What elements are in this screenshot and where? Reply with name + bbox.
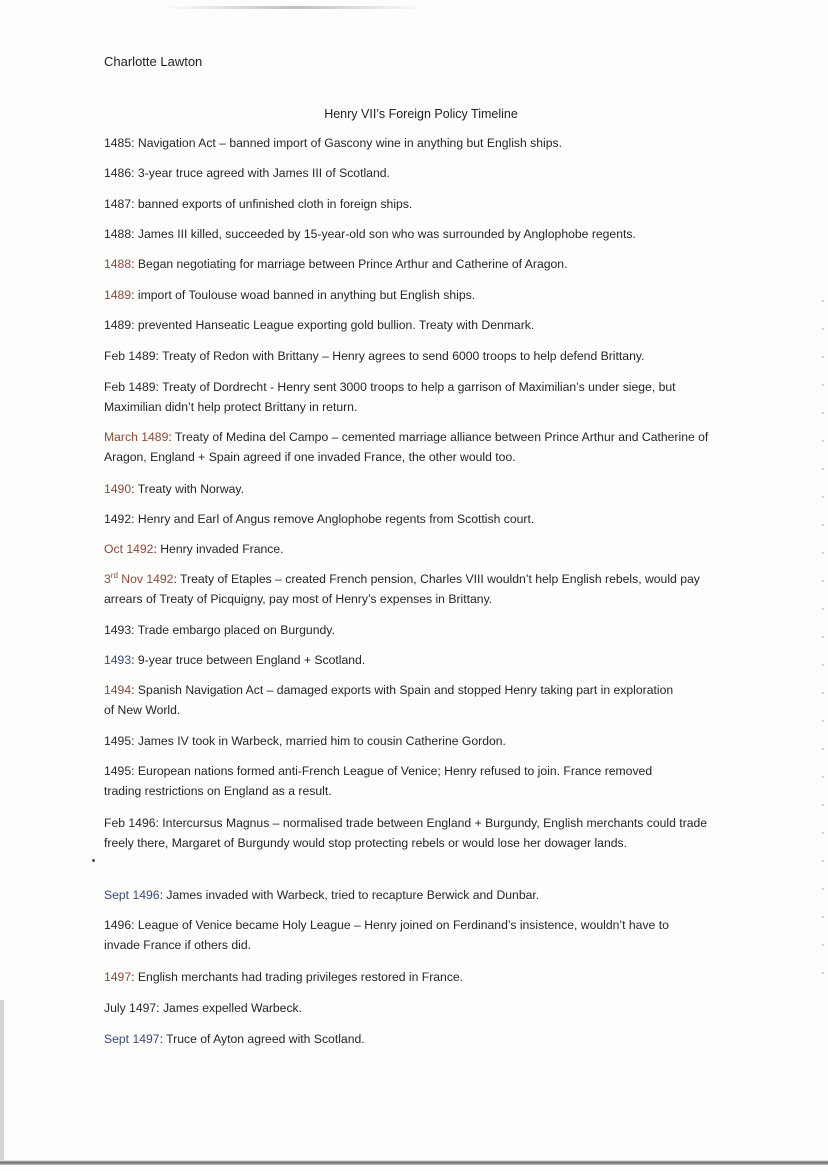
entry-date: 1495	[104, 764, 132, 778]
entry-date: 1488	[104, 257, 132, 271]
scan-artifact-left	[0, 1000, 4, 1160]
entry-separator: :	[155, 380, 163, 394]
entry-date: 1497	[104, 970, 132, 984]
entry-date: Sept 1496	[104, 888, 160, 902]
entry-separator: :	[131, 288, 138, 302]
entry-text: prevented Hanseatic League exporting gold bullion. Treaty with Denmark.	[137, 318, 535, 332]
timeline-entry	[104, 315, 714, 335]
timeline-entry	[104, 346, 724, 366]
entry-date-rest: Nov 1492	[117, 572, 174, 586]
timeline-entry	[104, 569, 716, 609]
entry-date: 1489	[104, 318, 132, 332]
entry-separator: :	[131, 734, 138, 748]
entry-date: 1495	[104, 734, 132, 748]
entry-separator: :	[131, 318, 138, 332]
entry-text: James expelled Warbeck.	[162, 1001, 303, 1015]
timeline-entry	[104, 885, 714, 905]
entry-text: Treaty with Norway.	[137, 482, 245, 496]
entry-text: League of Venice became Holy League – Henry joined on Ferdinand’s insistence, wouldn’t have to invade France if others did.	[104, 918, 669, 952]
entry-text: Treaty of Medina del Campo – cemented marriage alliance between Prince Arthur and Catherine of Aragon, England + Spain agreed if one invaded France, the other would too.	[104, 430, 709, 464]
scan-artifact-edge	[822, 300, 824, 1000]
timeline-entry	[104, 539, 714, 559]
entry-text: Henry and Earl of Angus remove Anglophobe regents from Scottish court.	[137, 512, 535, 526]
entry-text: Spanish Navigation Act – damaged exports with Spain and stopped Henry taking part in exploration of New World.	[104, 683, 674, 717]
entry-separator: :	[131, 136, 138, 150]
entry-text: banned exports of unfinished cloth in foreign ships.	[137, 197, 413, 211]
entry-separator: :	[131, 227, 138, 241]
entry-text: James invaded with Warbeck, tried to recapture Berwick and Dunbar.	[166, 888, 540, 902]
entry-text: Navigation Act – banned import of Gascony wine in anything but English ships.	[137, 136, 563, 150]
entry-text: Treaty of Dordrecht - Henry sent 3000 troops to help a garrison of Maximilian’s under siege, but Maximilian didn’t help protect Brittany in return.	[104, 380, 676, 414]
timeline-entry	[104, 680, 684, 720]
entry-separator: :	[159, 888, 167, 902]
timeline-entry	[104, 761, 674, 801]
entry-separator: :	[131, 257, 138, 271]
entry-date: 1492	[104, 512, 132, 526]
entry-separator: :	[173, 572, 181, 586]
timeline-entry	[104, 650, 714, 670]
entry-separator: :	[153, 542, 161, 556]
entry-separator: :	[155, 349, 163, 363]
stray-mark	[92, 859, 95, 862]
entry-date	[104, 572, 173, 586]
entry-text: 3-year truce agreed with James III of Scotland.	[137, 166, 390, 180]
entry-text: Trade embargo placed on Burgundy.	[137, 623, 335, 637]
entry-separator: :	[131, 482, 138, 496]
entry-separator: :	[156, 1001, 163, 1015]
entry-text: European nations formed anti-French League of Venice; Henry refused to join. France removed trading restrictions on England as a result.	[104, 764, 653, 798]
entry-text: import of Toulouse woad banned in anything but English ships.	[137, 288, 476, 302]
scan-artifact-top	[165, 6, 425, 9]
entry-date-day: 3	[104, 572, 111, 586]
entry-separator: :	[131, 623, 138, 637]
entry-text: Truce of Ayton agreed with Scotland.	[166, 1032, 365, 1046]
timeline-entry	[104, 731, 714, 751]
entry-date: Feb 1489	[104, 349, 156, 363]
entry-date: 1493	[104, 623, 132, 637]
page-title-text: Henry VII’s Foreign Policy Timeline	[324, 107, 518, 121]
entry-date: March 1489	[104, 430, 169, 444]
entry-separator: :	[131, 653, 138, 667]
entry-text: James III killed, succeeded by 15-year-old son who was surrounded by Anglophobe regents.	[137, 227, 636, 241]
page-title	[0, 107, 828, 121]
author-name: Charlotte Lawton	[104, 54, 203, 69]
entry-separator: :	[131, 918, 138, 932]
entry-text: 9-year truce between England + Scotland.	[137, 653, 366, 667]
entry-date: 1496	[104, 918, 132, 932]
entry-date-suffix: rd	[110, 570, 118, 580]
entry-separator: :	[131, 166, 138, 180]
timeline-entry	[104, 998, 714, 1018]
timeline-entry	[104, 224, 714, 244]
timeline-entry	[104, 1029, 714, 1049]
timeline-entry	[104, 254, 714, 274]
entry-separator: :	[131, 764, 138, 778]
timeline-entry	[104, 915, 694, 955]
timeline-entry	[104, 163, 714, 183]
timeline-entry	[104, 194, 714, 214]
entry-date: Feb 1496	[104, 816, 156, 830]
timeline-entry	[104, 967, 714, 987]
entry-date: 1493	[104, 653, 132, 667]
entry-date: July 1497	[104, 1001, 157, 1015]
entry-text: English merchants had trading privileges restored in France.	[137, 970, 464, 984]
entry-text: Treaty of Etaples – created French pension, Charles VIII wouldn’t help English rebels, would pay arrears of Treaty of Picquigny, pay most of Henry’s expenses in Brittany.	[104, 572, 700, 606]
scan-artifact-bottom	[0, 1160, 828, 1165]
entry-separator: :	[131, 197, 138, 211]
entry-date: 1490	[104, 482, 132, 496]
entry-text: Intercursus Magnus – normalised trade between England + Burgundy, English merchants could trade freely there, Margaret of Burgundy would stop protecting rebels or would lose her dowager lands.	[104, 816, 708, 850]
entry-text: Henry invaded France.	[160, 542, 284, 556]
entry-separator: :	[168, 430, 175, 444]
entry-date: 1485	[104, 136, 132, 150]
timeline-entry	[104, 479, 714, 499]
entry-separator: :	[159, 1032, 167, 1046]
entry-date: 1489	[104, 288, 132, 302]
entry-date: 1494	[104, 683, 132, 697]
entry-text: James IV took in Warbeck, married him to cousin Catherine Gordon.	[137, 734, 506, 748]
timeline-entry	[104, 427, 714, 467]
timeline-entry	[104, 620, 714, 640]
entry-separator: :	[131, 512, 138, 526]
entry-date: 1486	[104, 166, 132, 180]
entry-separator: :	[131, 683, 138, 697]
entry-separator: :	[155, 816, 163, 830]
timeline-entry	[104, 509, 714, 529]
entry-text: Began negotiating for marriage between Prince Arthur and Catherine of Aragon.	[137, 257, 568, 271]
entry-date: Oct 1492	[104, 542, 154, 556]
entry-text: Treaty of Redon with Brittany – Henry agrees to send 6000 troops to help defend Brittany.	[162, 349, 645, 363]
entry-date: 1487	[104, 197, 132, 211]
timeline-entry	[104, 285, 714, 305]
entry-separator: :	[131, 970, 138, 984]
entry-date: Sept 1497	[104, 1032, 160, 1046]
timeline-entry	[104, 377, 694, 417]
timeline-entry	[104, 813, 714, 853]
entry-date: Feb 1489	[104, 380, 156, 394]
timeline-entry	[104, 133, 714, 153]
entry-date: 1488	[104, 227, 132, 241]
